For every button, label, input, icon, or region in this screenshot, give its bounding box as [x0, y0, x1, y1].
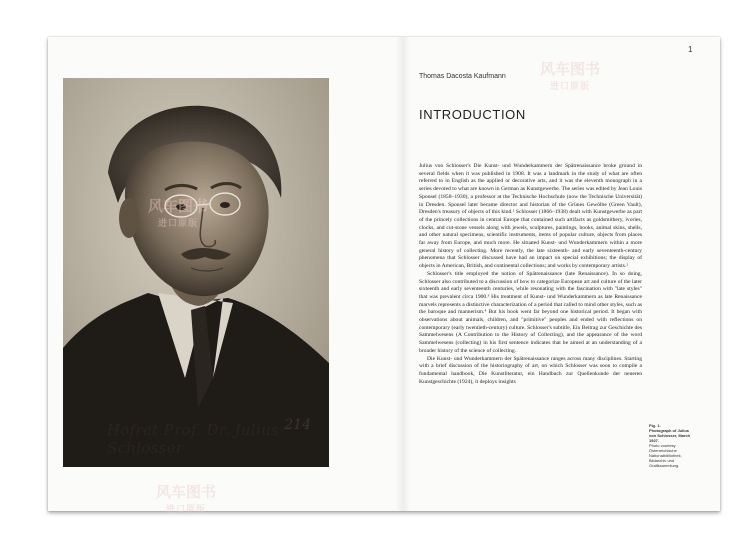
watermark-sub: 进口原版	[166, 505, 207, 515]
chapter-heading: INTRODUCTION	[419, 107, 526, 122]
paragraph: Julius von Schlosser's Die Kunst- und Wunderkammern der Spätrenaissance broke ground in several fields when it was published in 1908. It was a landmark in the study of what are often referred to in English as the applied or decorative arts, and it was the eleventh monograph in a series devoted to what are known in German as Kunstgewerbe. The series was edited by Jean Louis Sponsel (1858–1930), a professor at the Technische Hochschule (now the Technische Universität) in Dresden. Sponsel later became director and historian of the Grünes Gewölbe (Green Vault), Dresden's treasury of objects of this kind.¹ Schlosser (1866–1938) dealt with Kunstgewerbe as part of the princely collections in central Europe that contained such artifacts as goldsmithery, ivories, clocks, and cut-stone vessels along with jewels, sculptures, paintings, books, animal skins, shells, and other natural specimens, scientific instruments, items of popular culture, objects from places far away from Europe, and much more. He situated Kunst- und Wunderkammern within a more general history of collecting. More recently, the late sixteenth- and early seventeenth-century phenomena that Schlosser discussed have had an impact on special exhibitions; the display of objects in American, British, and continental collections; and works by contemporary artists.²	[419, 163, 642, 270]
watermark-main: 风车图书	[156, 483, 217, 501]
portrait-photograph	[63, 78, 329, 467]
figure-caption	[649, 423, 697, 468]
figure-caption-credit: Photo courtesy Österreichische Nationalbibliothek, Bildarchiv und Grafiksammlung.	[649, 443, 682, 468]
paragraph: Die Kunst- und Wunderkammern der Spätrenaissance ranges across many disciplines. Starting with a brief discussion of the historiography of art, on which Schlosser was soon to compile a fundamental handbook, Die Kunstliteratur, ein Handbuch zur Quellenkunde der neueren Kunstgeschichte (1924), it deploys insights	[419, 355, 642, 385]
portrait-illustration	[63, 78, 329, 467]
page-gutter	[396, 37, 410, 511]
photo-archive-number: 214	[284, 417, 311, 433]
figure-caption-title: Fig. 1.	[649, 423, 661, 428]
watermark-sub: 进口原版	[158, 219, 199, 229]
watermark-main: 风车图书	[148, 197, 209, 215]
figure-caption-subtitle: Photograph of Julius von Schlosser, March 1927.	[649, 428, 691, 443]
watermark-sub: 进口原版	[550, 82, 591, 92]
photo-handwritten-caption: Hofrat Prof. Dr. Julius Schlosser	[107, 421, 280, 457]
watermark-main: 风车图书	[540, 60, 601, 78]
book-spread	[48, 37, 720, 511]
running-head-author: Thomas Dacosta Kaufmann	[419, 73, 506, 80]
page-number: 1	[688, 45, 693, 54]
paragraph: Schlosser's title employed the notion of Spätrenaissance (late Renaissance). In so doing, Schlosser also contributed to a discussion of how to categorize European art and culture of the later sixteenth and early seventeenth centuries, while resonating with the fascination with "late styles" that was prevalent circa 1900.³ His treatment of Kunst- und Wunderkammern as late Renaissance marvels represents a distinctive characterization of a period that called to mind other styles, such as the baroque and mannerism.⁴ But his book went far beyond one historical period. It began with observations about animals, children, and "primitive" peoples and ended with reflections on contemporary (early twentieth-century) culture. Schlosser's subtitle, Ein Beitrag zur Geschichte des Sammelwesens (A Contribution to the History of Collecting), and the appearance of the word Sammelwesens (collecting) in his first sentence indicates that he aimed at an understanding of a broader history of the science of collecting.	[419, 270, 642, 354]
body-text	[419, 163, 642, 386]
